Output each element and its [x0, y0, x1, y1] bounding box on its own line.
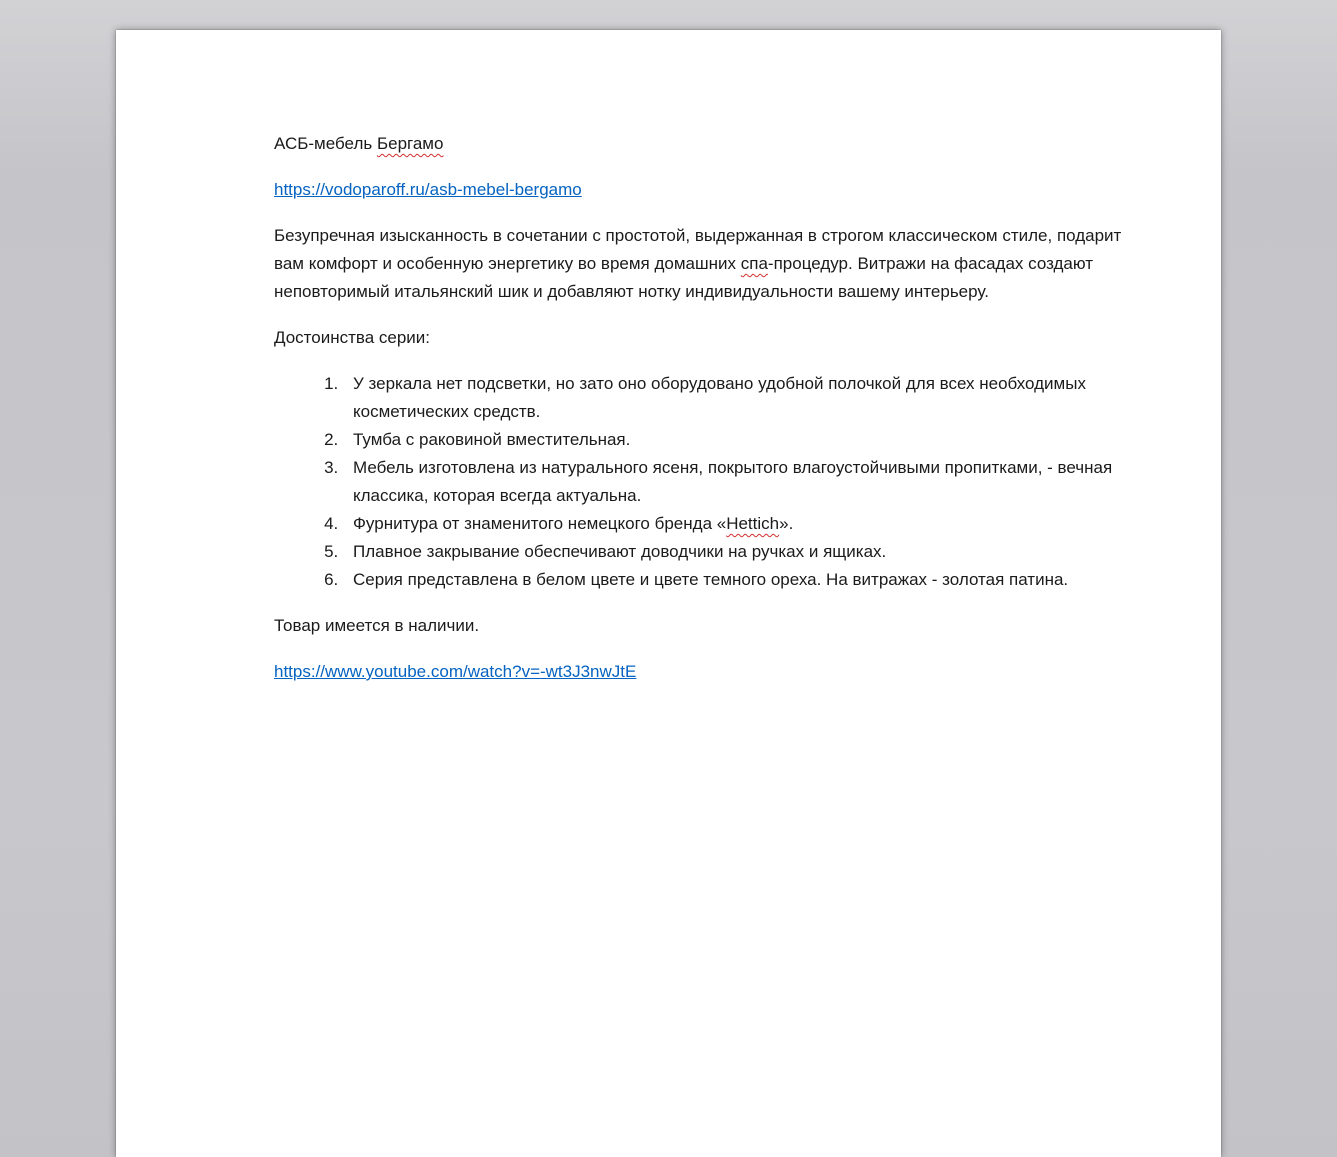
- list-item-text-part2: ».: [779, 514, 794, 533]
- list-item: [343, 426, 1129, 454]
- list-item-text: Тумба с раковиной вместительная.: [353, 430, 631, 449]
- advantages-heading: Достоинства серии:: [274, 328, 431, 347]
- list-item-spellchecked-word: Hettich: [726, 514, 780, 533]
- list-item: [343, 454, 1129, 510]
- list-item: [343, 566, 1129, 594]
- document-page: [116, 30, 1221, 1157]
- list-item: [343, 370, 1129, 426]
- video-link[interactable]: https://www.youtube.com/watch?v=-wt3J3nwJtE: [274, 662, 637, 681]
- description-paragraph: [274, 222, 1129, 306]
- list-item: [343, 510, 1129, 538]
- availability-note: Товар имеется в наличии.: [274, 616, 480, 635]
- title-spellchecked-word: Бергамо: [376, 134, 444, 153]
- description-spellchecked-word: спа: [740, 254, 768, 273]
- list-item: [343, 538, 1129, 566]
- video-link-paragraph: [274, 658, 1129, 686]
- description-part1: Безупречная изысканность в сочетании с простотой, выдержанная в строгом классическом стиле, подарит вам комфорт и особенную энергетику во время домашних: [274, 226, 1122, 273]
- product-link-paragraph: [274, 176, 1129, 204]
- title-text: АСБ-мебель: [274, 134, 377, 153]
- list-item-text-part1: Фурнитура от знаменитого немецкого бренда «: [353, 514, 727, 533]
- product-link[interactable]: https://vodoparoff.ru/asb-mebel-bergamo: [274, 180, 582, 199]
- advantages-list: [274, 370, 1129, 594]
- description-part2: -процедур. Витражи на фасадах создают неповторимый итальянский шик и добавляют нотку индивидуальности вашему интерьеру.: [274, 254, 1094, 301]
- list-item-text: Плавное закрывание обеспечивают доводчики на ручках и ящиках.: [353, 542, 887, 561]
- document-title: [274, 130, 1129, 158]
- list-item-text: Мебель изготовлена из натурального ясеня, покрытого влагоустойчивыми пропитками, - вечная классика, которая всегда актуальна.: [353, 458, 1113, 505]
- list-item-text: У зеркала нет подсветки, но зато оно оборудовано удобной полочкой для всех необходимых косметических средств.: [353, 374, 1086, 421]
- list-item-text: Серия представлена в белом цвете и цвете темного ореха. На витражах - золотая патина.: [353, 570, 1069, 589]
